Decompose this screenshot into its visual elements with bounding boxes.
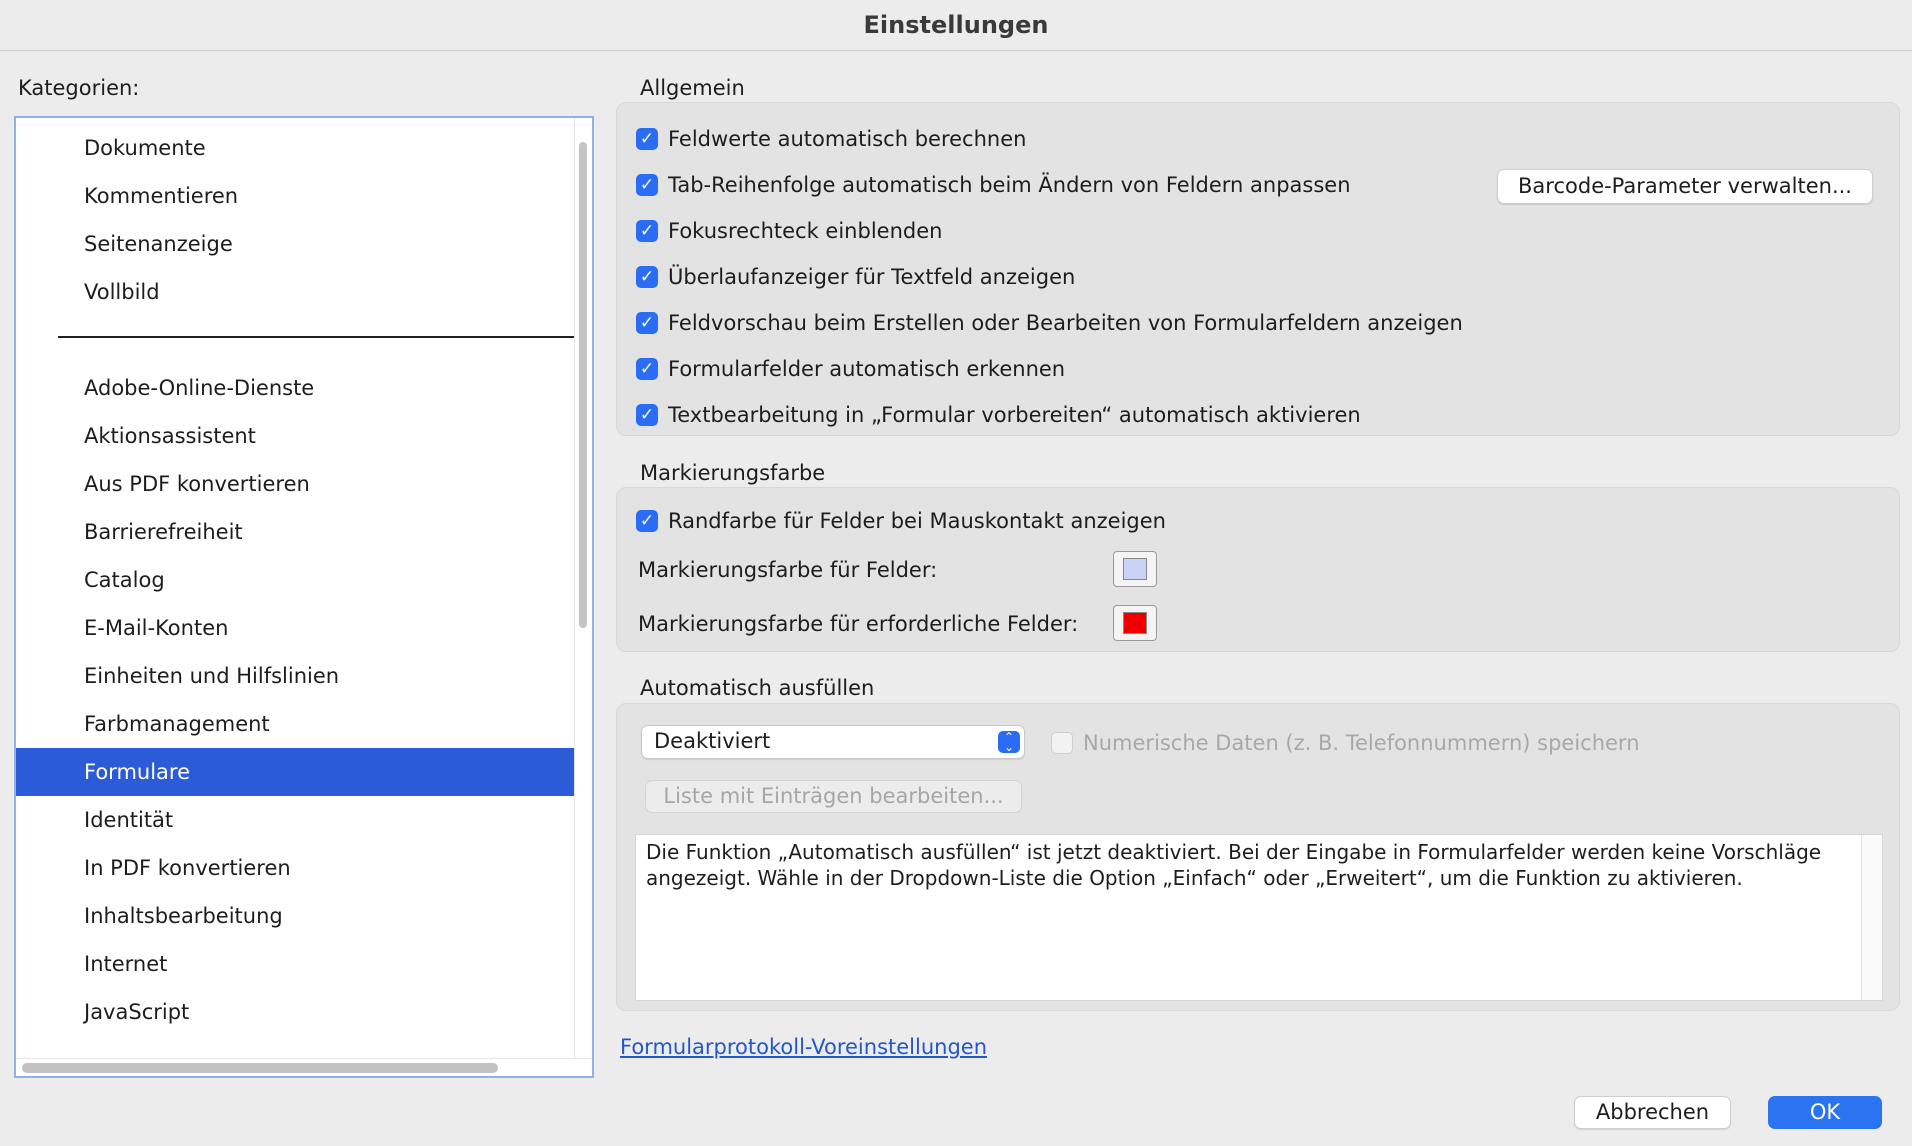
checkbox-unchecked-icon[interactable]: [1051, 732, 1073, 754]
category-item-aus-pdf-konvertieren[interactable]: Aus PDF konvertieren: [84, 472, 310, 496]
category-item-adobe-online-dienste[interactable]: Adobe-Online-Dienste: [84, 376, 315, 400]
category-item-barrierefreiheit[interactable]: Barrierefreiheit: [84, 520, 243, 544]
option-label: Formularfelder automatisch erkennen: [668, 357, 1066, 381]
autofill-mode-select[interactable]: [641, 725, 1025, 759]
category-item-kommentieren[interactable]: Kommentieren: [84, 184, 239, 208]
checkbox-checked-icon[interactable]: ✓: [636, 128, 658, 150]
category-item-internet[interactable]: Internet: [84, 952, 168, 976]
category-item-catalog[interactable]: Catalog: [84, 568, 165, 592]
cancel-button[interactable]: Abbrechen: [1574, 1096, 1731, 1129]
category-item-einheiten[interactable]: Einheiten und Hilfslinien: [84, 664, 340, 688]
option-label: Textbearbeitung in „Formular vorbereiten“ automatisch aktivieren: [668, 403, 1361, 427]
section-title-markierungsfarbe: Markierungsfarbe: [640, 461, 826, 485]
option-label: Fokusrechteck einblenden: [668, 219, 943, 243]
required-color-fill: [1123, 612, 1147, 634]
option-ueberlaufanzeiger[interactable]: [636, 262, 1075, 292]
category-item-farbmanagement[interactable]: Farbmanagement: [84, 712, 270, 736]
ok-button[interactable]: OK: [1768, 1096, 1882, 1129]
vertical-scroll-track: [574, 118, 575, 1058]
formularprotokoll-link[interactable]: Formularprotokoll-Voreinstellungen: [620, 1035, 988, 1059]
checkbox-checked-icon[interactable]: ✓: [636, 404, 658, 426]
option-feldwerte-berechnen[interactable]: [636, 124, 1026, 154]
checkbox-checked-icon[interactable]: ✓: [636, 266, 658, 288]
categories-label: Kategorien:: [18, 76, 140, 100]
horizontal-scroll-track: [16, 1058, 594, 1059]
section-title-allgemein: Allgemein: [640, 76, 745, 100]
autofill-description-text: Die Funktion „Automatisch ausfüllen“ ist jetzt deaktiviert. Bei der Eingabe in Formularfelder werden keine Vorschläge angezeigt. Wähle in der Dropdown-Liste die Option „Einfach“ oder „Erweitert“, um die Funktion zu aktivieren.: [646, 840, 1822, 890]
section-title-automatisch-ausfuellen: Automatisch ausfüllen: [640, 676, 875, 700]
option-numerische-daten[interactable]: [1051, 728, 1640, 758]
category-divider: [58, 336, 574, 338]
autofill-description: [635, 834, 1883, 1001]
checkbox-checked-icon[interactable]: ✓: [636, 312, 658, 334]
option-feldvorschau[interactable]: [636, 308, 1463, 338]
field-color-label: Markierungsfarbe für Felder:: [638, 558, 938, 582]
option-tab-reihenfolge[interactable]: [636, 170, 1351, 200]
window-title: Einstellungen: [863, 11, 1049, 39]
autofill-mode-value: Deaktiviert: [654, 729, 771, 753]
category-item-javascript[interactable]: JavaScript: [84, 1000, 190, 1024]
option-textbearbeitung[interactable]: [636, 400, 1361, 430]
option-fokusrechteck[interactable]: [636, 216, 942, 246]
category-item-vollbild[interactable]: Vollbild: [84, 280, 160, 304]
category-item-seitenanzeige[interactable]: Seitenanzeige: [84, 232, 233, 256]
category-item-inhaltsbearbeitung[interactable]: Inhaltsbearbeitung: [84, 904, 283, 928]
checkbox-checked-icon[interactable]: ✓: [636, 510, 658, 532]
vertical-scrollbar[interactable]: [579, 142, 587, 628]
category-list[interactable]: [14, 116, 594, 1078]
horizontal-scrollbar[interactable]: [22, 1063, 498, 1073]
checkbox-checked-icon[interactable]: ✓: [636, 358, 658, 380]
popup-chevron-icon: ⌃ ⌄: [998, 731, 1020, 753]
option-label: Feldvorschau beim Erstellen oder Bearbeiten von Formularfeldern anzeigen: [668, 311, 1463, 335]
category-item-formulare[interactable]: Formulare: [16, 748, 574, 796]
barcode-parameter-button[interactable]: Barcode-Parameter verwalten...: [1497, 169, 1873, 204]
required-color-label: Markierungsfarbe für erforderliche Felder:: [638, 612, 1079, 636]
checkbox-checked-icon[interactable]: ✓: [636, 174, 658, 196]
option-label: Feldwerte automatisch berechnen: [668, 127, 1027, 151]
checkbox-checked-icon[interactable]: ✓: [636, 220, 658, 242]
category-item-dokumente[interactable]: Dokumente: [84, 136, 206, 160]
title-bar: [0, 0, 1912, 51]
category-item-e-mail-konten[interactable]: E-Mail-Konten: [84, 616, 229, 640]
option-label: Numerische Daten (z. B. Telefonnummern) speichern: [1083, 731, 1640, 755]
option-label: Randfarbe für Felder bei Mauskontakt anzeigen: [668, 509, 1166, 533]
description-scrollbar[interactable]: [1861, 835, 1882, 1000]
edit-list-button[interactable]: Liste mit Einträgen bearbeiten...: [645, 780, 1022, 813]
field-color-swatch[interactable]: [1113, 551, 1157, 587]
option-label: Tab-Reihenfolge automatisch beim Ändern von Feldern anpassen: [668, 173, 1351, 197]
option-randfarbe-mauskontakt[interactable]: [636, 506, 1166, 536]
category-item-aktionsassistent[interactable]: Aktionsassistent: [84, 424, 256, 448]
option-label: Überlaufanzeiger für Textfeld anzeigen: [668, 265, 1076, 289]
required-color-swatch[interactable]: [1113, 605, 1157, 641]
option-formularfelder-erkennen[interactable]: [636, 354, 1065, 384]
field-color-fill: [1123, 558, 1147, 580]
category-item-identitaet[interactable]: Identität: [84, 808, 174, 832]
category-item-in-pdf-konvertieren[interactable]: In PDF konvertieren: [84, 856, 291, 880]
